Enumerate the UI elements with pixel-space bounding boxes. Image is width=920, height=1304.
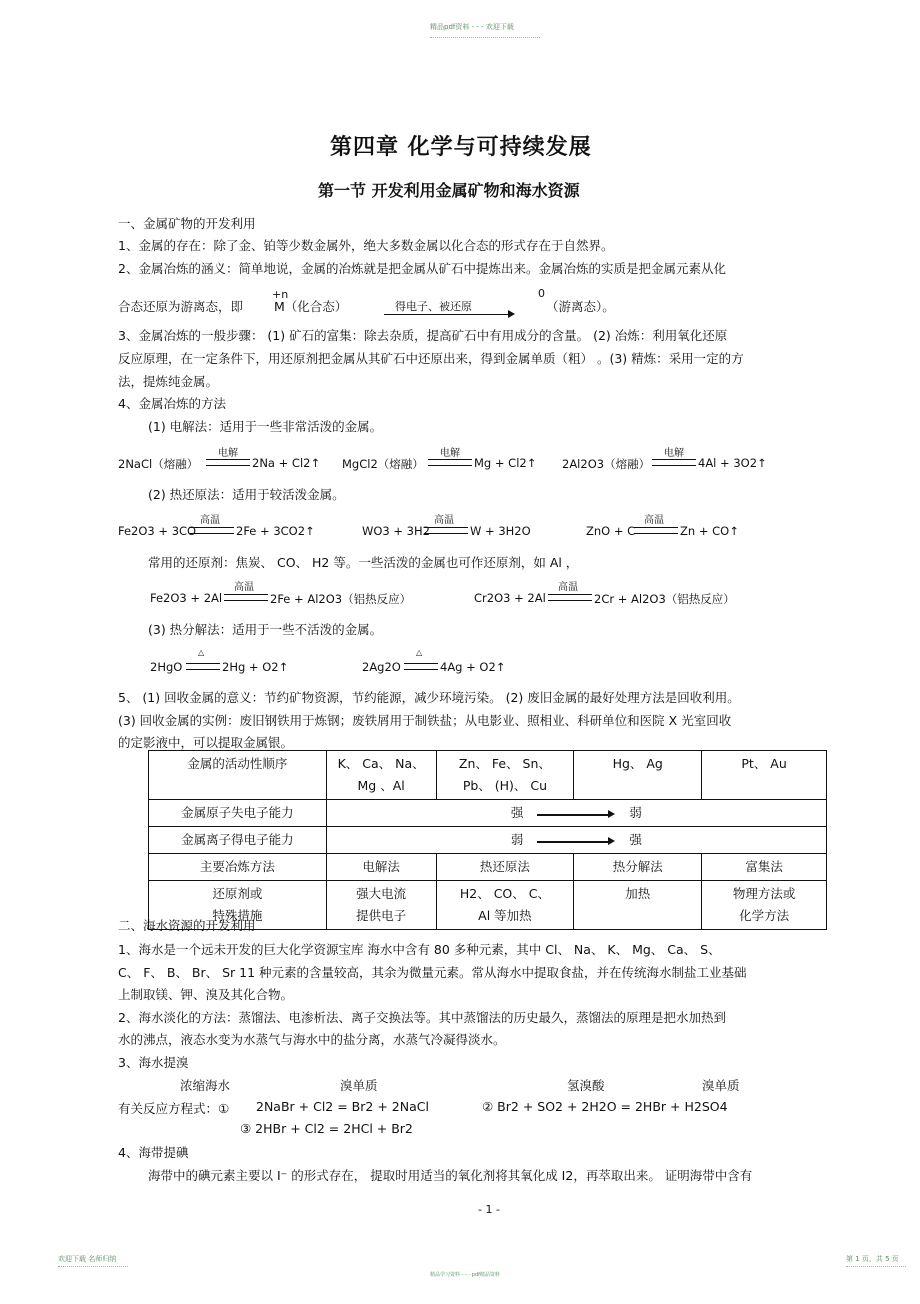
paragraph-iodine: 海带中的碘元素主要以 I⁻ 的形式存在， 提取时用适当的氧化剂将其氧化成 I2，再萃取出来。 证明海带中含有 [148, 1168, 753, 1183]
paragraph-steps-3: 法，提炼纯金属。 [118, 374, 219, 389]
reaction-1: 2NaBr + Cl2 = Br2 + 2NaCl [256, 1099, 429, 1114]
eq5-right: W + 3H2O [470, 524, 531, 538]
paragraph-metal-existence: 1、金属的存在：除了金、铂等少数金属外，绝大多数金属以化合态的形式存在于自然界。 [118, 238, 614, 253]
page-title: 第四章 化学与可持续发展 [330, 135, 592, 160]
eq10-condition: △ [416, 648, 423, 657]
table-cell: Hg、 Ag [574, 751, 702, 800]
eq2-condition: 电解 [440, 448, 460, 459]
eq9-condition: △ [198, 648, 205, 657]
paragraph-seawater-2: C、 F、 B、 Br、 Sr 11 种元素的含量较高，其余为微量元素。常从海水中提取食盐，并在传统海水制盐工业基础 [118, 965, 747, 980]
eq6-right: Zn + CO↑ [680, 524, 739, 538]
eq7-right: 2Fe + Al2O3（铝热反应） [270, 592, 412, 606]
eq6-condition: 高温 [644, 515, 664, 526]
table-cell: H2、 CO、 C、 Al 等加热 [436, 881, 574, 930]
eq10-sign [404, 663, 438, 670]
eq1-condition: 电解 [218, 448, 238, 459]
eq4-condition: 高温 [200, 515, 220, 526]
flow-step: 溴单质 [702, 1078, 740, 1093]
method-thermal-decomposition: (3) 热分解法：适用于一些不活泼的金属。 [148, 622, 383, 637]
heading-metal-minerals: 一、金属矿物的开发利用 [118, 216, 256, 231]
free-state: （游离态）。 [546, 299, 615, 314]
page-number: - 1 - [478, 1203, 500, 1216]
paragraph-smelting-meaning: 2、金属冶炼的涵义：简单地说，金属的冶炼就是把金属从矿石中提炼出来。金属冶炼的实质是把金属元素从化 [118, 261, 726, 276]
table-cell: 还原剂或 特殊措施 [149, 881, 327, 930]
heading-iodine: 4、海带提碘 [118, 1145, 189, 1160]
paragraph-steps-1: 3、金属冶炼的一般步骤： (1) 矿石的富集：除去杂质，提高矿石中有用成分的含量。 (2) 冶炼：利用氧化还原 [118, 328, 728, 343]
eq3-left: 2Al2O3（熔融） [562, 457, 651, 471]
table-cell: Pt、 Au [702, 751, 827, 800]
eq1-right: 2Na + Cl2↑ [252, 456, 321, 470]
footer-left-divider [58, 1266, 128, 1267]
eq9-sign [186, 663, 220, 670]
table-row [149, 854, 827, 881]
reaction-3: ③ 2HBr + Cl2 = 2HCl + Br2 [240, 1121, 413, 1136]
table-row [149, 751, 827, 800]
eq7-sign [224, 594, 268, 601]
table-cell: 电解法 [326, 854, 436, 881]
method-electrolysis: (1) 电解法：适用于一些非常活泼的金属。 [148, 419, 383, 434]
eq7-condition: 高温 [234, 582, 254, 593]
flow-step: 溴单质 [340, 1078, 378, 1093]
eq8-left: Cr2O3 + 2Al [474, 591, 546, 605]
combined-state: M（化合态） [274, 299, 348, 314]
eq3-sign [652, 459, 696, 466]
eq5-condition: 高温 [434, 515, 454, 526]
paragraph-seawater-3: 上制取镁、钾、溴及其化合物。 [118, 987, 294, 1002]
reduction-arrow-head [508, 310, 515, 318]
paragraph-recycling-1: 5、 (1) 回收金属的意义：节约矿物资源，节约能源，减少环境污染。 (2) 废旧金属的最好处理方法是回收利用。 [118, 690, 740, 705]
paragraph-steps-2: 反应原理，在一定条件下，用还原剂把金属从其矿石中还原出来，得到金属单质（粗） 。(3) 精炼：采用一定的方 [118, 351, 744, 366]
table-row [149, 800, 827, 827]
eq8-sign [548, 594, 592, 601]
footer-right-divider [846, 1266, 906, 1267]
eq10-left: 2Ag2O [362, 660, 401, 674]
paragraph-desalination-1: 2、海水淡化的方法：蒸馏法、电渗析法、离子交换法等。其中蒸馏法的历史最久，蒸馏法的原理是把水加热到 [118, 1010, 726, 1025]
paragraph-reducing-agents: 常用的还原剂：焦炭、 CO、 H2 等。一些活泼的金属也可作还原剂，如 Al ， [148, 555, 579, 570]
oxidation-state-n: +n [272, 288, 289, 301]
header-divider [430, 37, 540, 38]
table-row [149, 827, 827, 854]
table-cell: 金属原子失电子能力 [149, 800, 327, 827]
eq1-left: 2NaCl（熔融） [118, 457, 199, 471]
table-cell: 主要冶炼方法 [149, 854, 327, 881]
heading-bromine: 3、海水提溴 [118, 1055, 189, 1070]
footer-left: 欢迎下载 名师归纳 [58, 1255, 117, 1263]
reaction-2: ② Br2 + SO2 + 2H2O = 2HBr + H2SO4 [482, 1099, 728, 1114]
eq2-right: Mg + Cl2↑ [474, 456, 537, 470]
table-cell: 热分解法 [574, 854, 702, 881]
table-cell: 加热 [574, 881, 702, 930]
paragraph-desalination-2: 水的沸点，液态水变为水蒸气与海水中的盐分离，水蒸气冷凝得淡水。 [118, 1032, 506, 1047]
eq4-left: Fe2O3 + 3CO [118, 524, 197, 538]
section-title: 第一节 开发利用金属矿物和海水资源 [318, 181, 580, 200]
eq6-left: ZnO + C [586, 524, 636, 538]
heading-seawater: 二、海水资源的开发利用 [118, 918, 256, 933]
footer-right: 第 1 页，共 5 页 [846, 1255, 899, 1263]
trend-arrow [537, 836, 615, 846]
eq1-sign [206, 459, 250, 466]
table-cell: 强 弱 [326, 800, 826, 827]
paragraph-seawater-1: 1、海水是一个远未开发的巨大化学资源宝库 海水中含有 80 多种元素，其中 Cl、 Na、 K、 Mg、 Ca、 S、 [118, 942, 721, 957]
eq2-sign [428, 459, 472, 466]
paragraph-recycling-2: (3) 回收金属的实例：废旧钢铁用于炼钢；废铁屑用于制铁盐；从电影业、照相业、科研单位和医院 X 光室回收 [118, 713, 732, 728]
eq7-left: Fe2O3 + 2Al [150, 591, 223, 605]
eq4-right: 2Fe + 3CO2↑ [236, 524, 315, 538]
table-cell: 弱 强 [326, 827, 826, 854]
table-cell: K、 Ca、 Na、 Mg 、Al [326, 751, 436, 800]
eq6-sign [634, 527, 678, 534]
table-cell: Zn、 Fe、 Sn、 Pb、 (H)、 Cu [436, 751, 574, 800]
eq3-condition: 电解 [664, 448, 684, 459]
header-note: 精品pdf资料 - - - 欢迎下载 [430, 23, 514, 31]
eq8-condition: 高温 [558, 582, 578, 593]
eq5-left: WO3 + 3H2 [362, 524, 430, 538]
reaction-label: 有关反应方程式：① [118, 1101, 230, 1116]
eq9-left: 2HgO [150, 660, 183, 674]
method-thermal-reduction: (2) 热还原法：适用于较活泼金属。 [148, 487, 345, 502]
footer-center: 精品学习资料 - - - pdf精品资料 [430, 1272, 500, 1278]
eq8-right: 2Cr + Al2O3（铝热反应） [594, 592, 735, 606]
table-cell: 强大电流 提供电子 [326, 881, 436, 930]
oxidation-state-zero: 0 [538, 287, 545, 300]
table-cell: 富集法 [702, 854, 827, 881]
eq9-right: 2Hg + O2↑ [222, 660, 289, 674]
eq5-sign [424, 527, 468, 534]
table-cell: 金属离子得电子能力 [149, 827, 327, 854]
reduction-arrow-label: 得电子、被还原 [395, 300, 472, 313]
paragraph-smelting-meaning-cont: 合态还原为游离态，即 [118, 299, 244, 314]
flow-step: 浓缩海水 [180, 1078, 231, 1093]
metal-activity-table [148, 750, 827, 930]
eq2-left: MgCl2（熔融） [342, 457, 424, 471]
heading-smelting-methods: 4、金属冶炼的方法 [118, 396, 226, 411]
eq4-sign [190, 527, 234, 534]
table-cell: 热还原法 [436, 854, 574, 881]
table-cell: 物理方法或 化学方法 [702, 881, 827, 930]
trend-arrow [537, 809, 615, 819]
eq10-right: 4Ag + O2↑ [440, 660, 506, 674]
paragraph-recycling-3: 的定影液中，可以提取金属银。 [118, 735, 294, 750]
reduction-arrow [384, 314, 512, 315]
flow-step: 氢溴酸 [567, 1078, 605, 1093]
table-cell: 金属的活动性顺序 [149, 751, 327, 800]
eq3-right: 4Al + 3O2↑ [698, 456, 767, 470]
